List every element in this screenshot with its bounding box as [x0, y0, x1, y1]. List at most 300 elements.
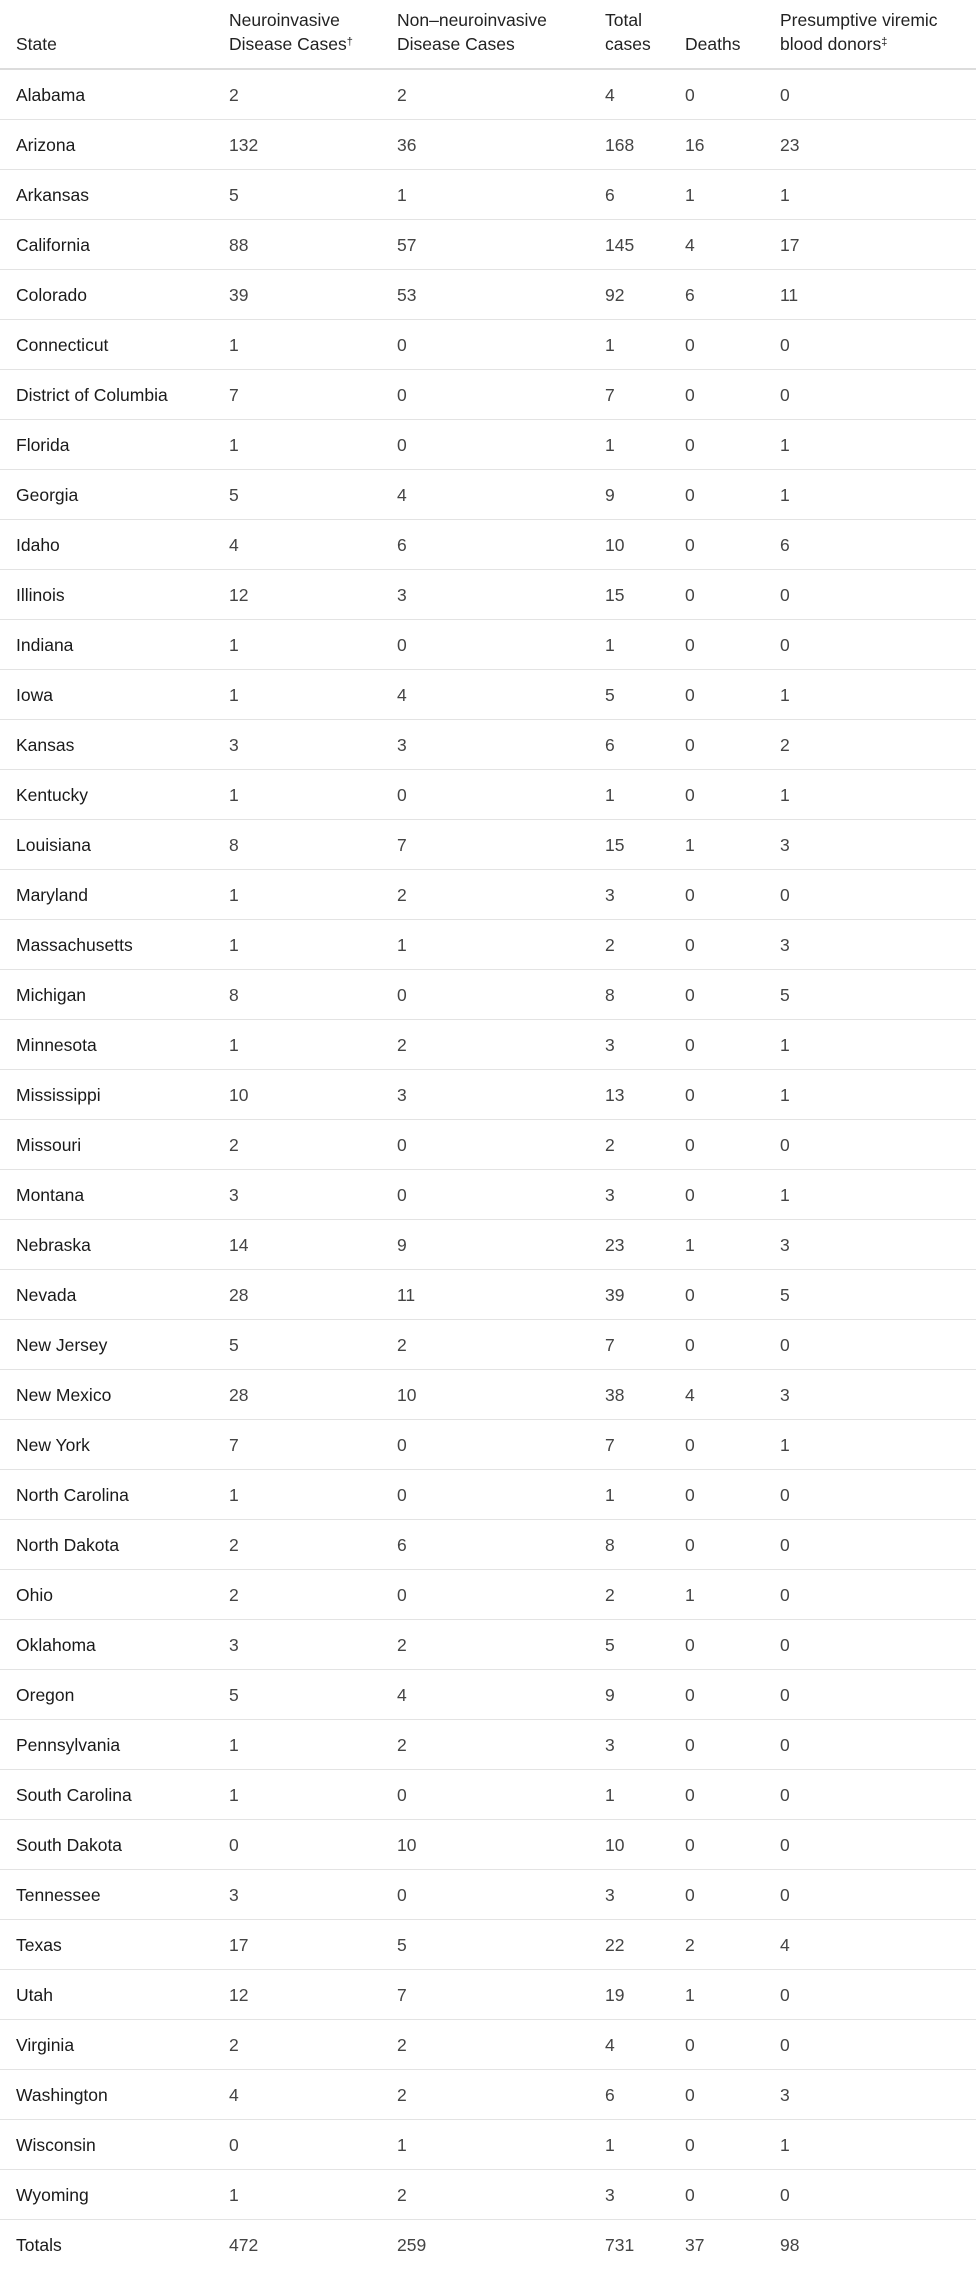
total-cases-cell: 3 [605, 1735, 615, 1755]
deaths-cell: 0 [685, 2185, 695, 2205]
non-neuroinvasive-cell: 2 [397, 885, 407, 905]
neuroinvasive-cell: 5 [229, 1685, 239, 1705]
deaths-cell: 2 [685, 1935, 695, 1955]
table-row [0, 1270, 976, 1320]
totals-row [0, 2220, 976, 2270]
total-cases-cell: 6 [605, 735, 615, 755]
deaths-cell: 0 [685, 1885, 695, 1905]
neuroinvasive-cell: 88 [229, 235, 249, 255]
deaths-cell: 0 [685, 335, 695, 355]
blood-donors-cell: 1 [780, 1435, 790, 1455]
blood-donors-cell: 1 [780, 1085, 790, 1105]
state-cell: District of Columbia [16, 385, 168, 405]
non-neuroinvasive-cell: 0 [397, 1185, 407, 1205]
state-cell: Utah [16, 1985, 53, 2005]
neuroinvasive-cell: 1 [229, 685, 239, 705]
blood-donors-cell: 0 [780, 1885, 790, 1905]
state-cell: Pennsylvania [16, 1735, 121, 1755]
header-non-neuroinvasive [397, 8, 572, 56]
total-cases-cell: 3 [605, 2185, 615, 2205]
state-cell: Texas [16, 1935, 62, 1955]
total-cases-cell: 8 [605, 985, 615, 1005]
neuroinvasive-cell: 4 [229, 2085, 239, 2105]
blood-donors-cell: 6 [780, 535, 790, 555]
deaths-cell: 1 [685, 185, 695, 205]
neuroinvasive-cell: 39 [229, 285, 249, 305]
blood-donors-cell: 0 [780, 885, 790, 905]
non-neuroinvasive-cell: 2 [397, 1635, 407, 1655]
state-cell: Mississippi [16, 1085, 101, 1105]
deaths-cell: 1 [685, 1585, 695, 1605]
table-row [0, 370, 976, 420]
state-cell: California [16, 235, 90, 255]
neuroinvasive-cell: 472 [229, 2235, 259, 2255]
neuroinvasive-cell: 0 [229, 1835, 239, 1855]
total-cases-cell: 5 [605, 1635, 615, 1655]
blood-donors-cell: 3 [780, 2085, 790, 2105]
deaths-cell: 0 [685, 485, 695, 505]
blood-donors-cell: 0 [780, 2035, 790, 2055]
deaths-cell: 0 [685, 1785, 695, 1805]
blood-donors-cell: 1 [780, 185, 790, 205]
non-neuroinvasive-cell: 53 [397, 285, 417, 305]
table-row [0, 1470, 976, 1520]
deaths-cell: 4 [685, 235, 695, 255]
non-neuroinvasive-cell: 3 [397, 585, 407, 605]
state-cell: Idaho [16, 535, 60, 555]
blood-donors-cell: 0 [780, 1735, 790, 1755]
non-neuroinvasive-cell: 2 [397, 2085, 407, 2105]
state-cell: Tennessee [16, 1885, 101, 1905]
blood-donors-cell: 17 [780, 235, 800, 255]
deaths-cell: 0 [685, 785, 695, 805]
total-cases-cell: 2 [605, 1135, 615, 1155]
non-neuroinvasive-cell: 2 [397, 85, 407, 105]
blood-donors-cell: 0 [780, 385, 790, 405]
non-neuroinvasive-cell: 2 [397, 1735, 407, 1755]
table-row [0, 1670, 976, 1720]
table-row [0, 1170, 976, 1220]
non-neuroinvasive-cell: 4 [397, 685, 407, 705]
total-cases-cell: 15 [605, 835, 625, 855]
table-row [0, 270, 976, 320]
blood-donors-cell: 0 [780, 1985, 790, 2005]
total-cases-cell: 19 [605, 1985, 625, 2005]
state-cell: Alabama [16, 85, 86, 105]
blood-donors-cell: 1 [780, 1035, 790, 1055]
table-body [0, 70, 976, 2270]
total-cases-cell: 9 [605, 1685, 615, 1705]
blood-donors-cell: 0 [780, 635, 790, 655]
deaths-cell: 0 [685, 2135, 695, 2155]
table-header [0, 0, 976, 70]
deaths-cell: 0 [685, 1835, 695, 1855]
non-neuroinvasive-cell: 57 [397, 235, 417, 255]
non-neuroinvasive-cell: 0 [397, 985, 407, 1005]
table-row [0, 320, 976, 370]
header-total-cases [605, 8, 665, 56]
total-cases-cell: 1 [605, 635, 615, 655]
non-neuroinvasive-cell: 1 [397, 185, 407, 205]
blood-donors-cell: 0 [780, 1535, 790, 1555]
neuroinvasive-cell: 1 [229, 1735, 239, 1755]
total-cases-cell: 4 [605, 85, 615, 105]
table-row [0, 1570, 976, 1620]
blood-donors-cell: 0 [780, 1485, 790, 1505]
table-row [0, 1620, 976, 1670]
non-neuroinvasive-cell: 0 [397, 1785, 407, 1805]
blood-donors-cell: 5 [780, 985, 790, 1005]
state-cell: Illinois [16, 585, 65, 605]
deaths-cell: 1 [685, 1985, 695, 2005]
neuroinvasive-cell: 2 [229, 1585, 239, 1605]
deaths-cell: 0 [685, 2035, 695, 2055]
deaths-cell: 0 [685, 1135, 695, 1155]
state-cell: Missouri [16, 1135, 82, 1155]
table-row [0, 1870, 976, 1920]
state-cell: Iowa [16, 685, 53, 705]
neuroinvasive-cell: 4 [229, 535, 239, 555]
table-row [0, 1370, 976, 1420]
neuroinvasive-cell: 28 [229, 1385, 249, 1405]
table-row [0, 820, 976, 870]
blood-donors-cell: 0 [780, 1685, 790, 1705]
table-row [0, 470, 976, 520]
state-cell: Oregon [16, 1685, 75, 1705]
state-cell: Massachusetts [16, 935, 133, 955]
non-neuroinvasive-cell: 0 [397, 435, 407, 455]
state-cell: Virginia [16, 2035, 75, 2055]
non-neuroinvasive-cell: 0 [397, 635, 407, 655]
non-neuroinvasive-cell: 0 [397, 1435, 407, 1455]
state-cell: Michigan [16, 985, 87, 1005]
total-cases-cell: 39 [605, 1285, 625, 1305]
non-neuroinvasive-cell: 4 [397, 485, 407, 505]
total-cases-cell: 22 [605, 1935, 625, 1955]
neuroinvasive-cell: 132 [229, 135, 259, 155]
non-neuroinvasive-cell: 6 [397, 535, 407, 555]
table-row [0, 1920, 976, 1970]
header-non-neuroinvasive-label: Non–neuroinvasive Disease Cases [397, 10, 547, 54]
state-cell: Nevada [16, 1285, 77, 1305]
state-cell: Connecticut [16, 335, 109, 355]
deaths-cell: 6 [685, 285, 695, 305]
table-row [0, 870, 976, 920]
state-cell: Wisconsin [16, 2135, 96, 2155]
state-cell: Florida [16, 435, 70, 455]
blood-donors-cell: 1 [780, 485, 790, 505]
header-neuroinvasive [229, 8, 379, 56]
deaths-cell: 1 [685, 835, 695, 855]
neuroinvasive-cell: 1 [229, 1785, 239, 1805]
state-cell: Washington [16, 2085, 108, 2105]
non-neuroinvasive-cell: 2 [397, 1335, 407, 1355]
deaths-cell: 0 [685, 1185, 695, 1205]
deaths-cell: 0 [685, 1035, 695, 1055]
state-cell: Oklahoma [16, 1635, 96, 1655]
blood-donors-cell: 3 [780, 935, 790, 955]
blood-donors-cell: 1 [780, 785, 790, 805]
deaths-cell: 0 [685, 1485, 695, 1505]
neuroinvasive-cell: 2 [229, 1135, 239, 1155]
blood-donors-cell: 3 [780, 1385, 790, 1405]
state-cell: Wyoming [16, 2185, 89, 2205]
table-row [0, 2020, 976, 2070]
total-cases-cell: 10 [605, 1835, 625, 1855]
deaths-cell: 0 [685, 735, 695, 755]
neuroinvasive-cell: 12 [229, 1985, 249, 2005]
total-cases-cell: 145 [605, 235, 635, 255]
total-cases-cell: 15 [605, 585, 625, 605]
header-state-label: State [16, 34, 57, 54]
neuroinvasive-cell: 3 [229, 1635, 239, 1655]
deaths-cell: 0 [685, 535, 695, 555]
total-cases-cell: 8 [605, 1535, 615, 1555]
table-row [0, 2170, 976, 2220]
non-neuroinvasive-cell: 10 [397, 1385, 417, 1405]
blood-donors-cell: 0 [780, 1785, 790, 1805]
table-row [0, 1720, 976, 1770]
neuroinvasive-cell: 1 [229, 885, 239, 905]
table-row [0, 420, 976, 470]
non-neuroinvasive-cell: 4 [397, 1685, 407, 1705]
table-row [0, 1220, 976, 1270]
blood-donors-cell: 0 [780, 1835, 790, 1855]
non-neuroinvasive-cell: 0 [397, 385, 407, 405]
blood-donors-cell: 0 [780, 585, 790, 605]
non-neuroinvasive-cell: 259 [397, 2235, 427, 2255]
state-cell: Minnesota [16, 1035, 97, 1055]
table-row [0, 720, 976, 770]
neuroinvasive-cell: 1 [229, 1035, 239, 1055]
state-cell: New York [16, 1435, 90, 1455]
non-neuroinvasive-cell: 6 [397, 1535, 407, 1555]
total-cases-cell: 7 [605, 1435, 615, 1455]
neuroinvasive-cell: 1 [229, 335, 239, 355]
table-row [0, 920, 976, 970]
table-row [0, 620, 976, 670]
deaths-cell: 0 [685, 1085, 695, 1105]
neuroinvasive-cell: 8 [229, 985, 239, 1005]
deaths-cell: 0 [685, 1335, 695, 1355]
total-cases-cell: 1 [605, 785, 615, 805]
header-total-cases-label: Total cases [605, 10, 651, 54]
total-cases-cell: 38 [605, 1385, 625, 1405]
table-row [0, 1070, 976, 1120]
non-neuroinvasive-cell: 5 [397, 1935, 407, 1955]
table-row [0, 1420, 976, 1470]
neuroinvasive-cell: 5 [229, 485, 239, 505]
table-row [0, 1320, 976, 1370]
neuroinvasive-cell: 10 [229, 1085, 249, 1105]
deaths-cell: 0 [685, 1535, 695, 1555]
neuroinvasive-cell: 17 [229, 1935, 249, 1955]
table-row [0, 1820, 976, 1870]
state-cell: Ohio [16, 1585, 53, 1605]
neuroinvasive-cell: 3 [229, 735, 239, 755]
deaths-cell: 0 [685, 1635, 695, 1655]
state-cell: South Dakota [16, 1835, 123, 1855]
neuroinvasive-cell: 3 [229, 1885, 239, 1905]
table-row [0, 1770, 976, 1820]
state-cell: Montana [16, 1185, 85, 1205]
neuroinvasive-cell: 1 [229, 785, 239, 805]
deaths-cell: 16 [685, 135, 705, 155]
table-row [0, 1120, 976, 1170]
blood-donors-cell: 0 [780, 335, 790, 355]
table-row [0, 520, 976, 570]
total-cases-cell: 5 [605, 685, 615, 705]
state-cell: Indiana [16, 635, 74, 655]
blood-donors-cell: 23 [780, 135, 800, 155]
deaths-cell: 0 [685, 985, 695, 1005]
total-cases-cell: 731 [605, 2235, 635, 2255]
non-neuroinvasive-cell: 0 [397, 1585, 407, 1605]
neuroinvasive-cell: 3 [229, 1185, 239, 1205]
total-cases-cell: 2 [605, 1585, 615, 1605]
neuroinvasive-cell: 14 [229, 1235, 249, 1255]
total-cases-cell: 9 [605, 485, 615, 505]
neuroinvasive-cell: 2 [229, 1535, 239, 1555]
neuroinvasive-cell: 2 [229, 2035, 239, 2055]
dagger-footnote-mark: † [346, 36, 353, 48]
total-cases-cell: 6 [605, 185, 615, 205]
total-cases-cell: 3 [605, 1185, 615, 1205]
total-cases-cell: 168 [605, 135, 635, 155]
total-cases-cell: 1 [605, 1785, 615, 1805]
deaths-cell: 0 [685, 1735, 695, 1755]
blood-donors-cell: 4 [780, 1935, 790, 1955]
deaths-cell: 0 [685, 935, 695, 955]
header-blood-donors-label: Presumptive viremic blood donors [780, 10, 938, 54]
deaths-cell: 4 [685, 1385, 695, 1405]
non-neuroinvasive-cell: 11 [397, 1285, 416, 1305]
table-row [0, 1970, 976, 2020]
deaths-cell: 0 [685, 1285, 695, 1305]
neuroinvasive-cell: 12 [229, 585, 249, 605]
state-cell: Colorado [16, 285, 88, 305]
state-cell: Totals [16, 2235, 62, 2255]
table-row [0, 1020, 976, 1070]
total-cases-cell: 1 [605, 435, 615, 455]
state-cell: North Carolina [16, 1485, 129, 1505]
deaths-cell: 0 [685, 385, 695, 405]
table-row [0, 70, 976, 120]
neuroinvasive-cell: 1 [229, 435, 239, 455]
blood-donors-cell: 2 [780, 735, 790, 755]
state-cell: Arizona [16, 135, 76, 155]
total-cases-cell: 3 [605, 885, 615, 905]
state-cell: Nebraska [16, 1235, 91, 1255]
blood-donors-cell: 0 [780, 1135, 790, 1155]
total-cases-cell: 4 [605, 2035, 615, 2055]
neuroinvasive-cell: 1 [229, 1485, 239, 1505]
table-row [0, 2070, 976, 2120]
non-neuroinvasive-cell: 3 [397, 735, 407, 755]
blood-donors-cell: 98 [780, 2235, 800, 2255]
header-state [16, 32, 57, 56]
state-cell: Arkansas [16, 185, 89, 205]
state-cell: Kentucky [16, 785, 88, 805]
state-cell: Georgia [16, 485, 79, 505]
double-dagger-footnote-mark: ‡ [881, 36, 888, 48]
blood-donors-cell: 0 [780, 1585, 790, 1605]
state-cell: New Jersey [16, 1335, 108, 1355]
non-neuroinvasive-cell: 10 [397, 1835, 417, 1855]
non-neuroinvasive-cell: 36 [397, 135, 417, 155]
non-neuroinvasive-cell: 0 [397, 1885, 407, 1905]
total-cases-cell: 7 [605, 385, 615, 405]
total-cases-cell: 3 [605, 1035, 615, 1055]
table-row [0, 570, 976, 620]
total-cases-cell: 13 [605, 1085, 625, 1105]
deaths-cell: 0 [685, 585, 695, 605]
total-cases-cell: 23 [605, 1235, 625, 1255]
state-cell: New Mexico [16, 1385, 112, 1405]
neuroinvasive-cell: 7 [229, 1435, 239, 1455]
neuroinvasive-cell: 1 [229, 635, 239, 655]
non-neuroinvasive-cell: 2 [397, 1035, 407, 1055]
state-cell: Kansas [16, 735, 75, 755]
table-row [0, 220, 976, 270]
blood-donors-cell: 0 [780, 85, 790, 105]
blood-donors-cell: 0 [780, 1335, 790, 1355]
non-neuroinvasive-cell: 2 [397, 2185, 407, 2205]
blood-donors-cell: 1 [780, 435, 790, 455]
non-neuroinvasive-cell: 9 [397, 1235, 407, 1255]
table-row [0, 2120, 976, 2170]
state-cell: Louisiana [16, 835, 91, 855]
non-neuroinvasive-cell: 0 [397, 785, 407, 805]
neuroinvasive-cell: 0 [229, 2135, 239, 2155]
blood-donors-cell: 3 [780, 835, 790, 855]
deaths-cell: 1 [685, 1235, 695, 1255]
total-cases-cell: 2 [605, 935, 615, 955]
header-deaths [685, 32, 740, 56]
non-neuroinvasive-cell: 7 [397, 835, 407, 855]
total-cases-cell: 6 [605, 2085, 615, 2105]
blood-donors-cell: 1 [780, 685, 790, 705]
header-blood-donors [780, 8, 960, 56]
deaths-cell: 0 [685, 885, 695, 905]
total-cases-cell: 1 [605, 2135, 615, 2155]
deaths-cell: 0 [685, 1435, 695, 1455]
neuroinvasive-cell: 5 [229, 1335, 239, 1355]
total-cases-cell: 3 [605, 1885, 615, 1905]
neuroinvasive-cell: 8 [229, 835, 239, 855]
deaths-cell: 0 [685, 635, 695, 655]
non-neuroinvasive-cell: 3 [397, 1085, 407, 1105]
neuroinvasive-cell: 2 [229, 85, 239, 105]
table-row [0, 170, 976, 220]
total-cases-cell: 92 [605, 285, 625, 305]
non-neuroinvasive-cell: 2 [397, 2035, 407, 2055]
table-row [0, 770, 976, 820]
table-row [0, 120, 976, 170]
state-cell: South Carolina [16, 1785, 132, 1805]
deaths-cell: 0 [685, 2085, 695, 2105]
table-row [0, 670, 976, 720]
blood-donors-cell: 0 [780, 1635, 790, 1655]
neuroinvasive-cell: 28 [229, 1285, 249, 1305]
non-neuroinvasive-cell: 0 [397, 335, 407, 355]
non-neuroinvasive-cell: 7 [397, 1985, 407, 2005]
deaths-cell: 0 [685, 435, 695, 455]
blood-donors-cell: 1 [780, 2135, 790, 2155]
blood-donors-cell: 0 [780, 2185, 790, 2205]
neuroinvasive-cell: 5 [229, 185, 239, 205]
deaths-cell: 0 [685, 685, 695, 705]
